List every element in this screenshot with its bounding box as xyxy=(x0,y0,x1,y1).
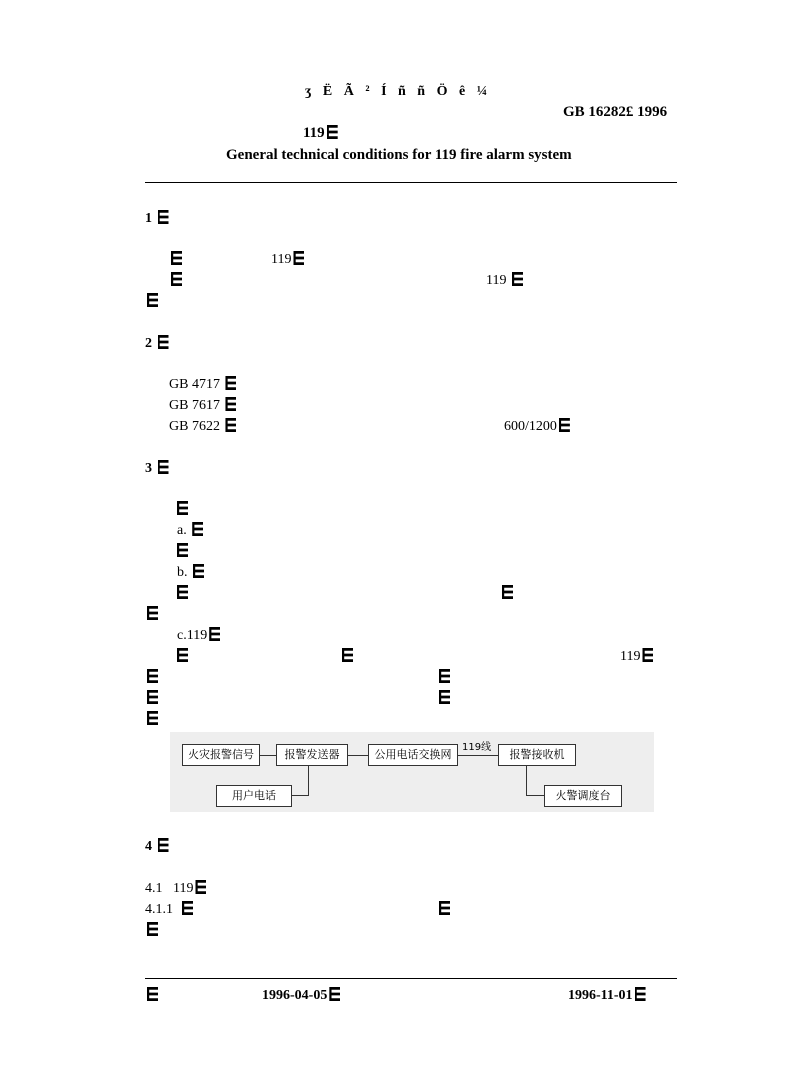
garbled-glyph-icon xyxy=(635,987,646,1001)
english-title: General technical conditions for 119 fire alarm system xyxy=(226,147,572,163)
garbled-glyph-icon xyxy=(439,690,450,704)
garbled-glyph-icon xyxy=(147,606,158,620)
alarm-transmitter-box: 报警发送器 xyxy=(276,744,348,766)
garbled-glyph-icon xyxy=(147,987,158,1001)
garbled-glyph-icon xyxy=(147,669,158,683)
item-c-text-2 xyxy=(340,648,353,665)
title-prefix: 119 xyxy=(303,125,325,141)
publish-date: 1996-04-05 xyxy=(262,987,340,1004)
user-phone-box: 用户电话 xyxy=(216,785,292,807)
standard-number: GB 16282£ 1996 xyxy=(563,104,668,120)
garbled-glyph-icon xyxy=(225,397,236,411)
section-1-line1 xyxy=(169,251,182,268)
section-4-1-1-text-2 xyxy=(145,922,158,939)
alarm-receiver-box: 报警接收机 xyxy=(498,744,576,766)
section-3-heading: 3 xyxy=(145,460,169,477)
section-1-line1-ref: 119 xyxy=(271,251,304,268)
implement-date: 1996-11-01 xyxy=(568,987,646,1004)
item-c-text-5 xyxy=(145,690,158,707)
garbled-header-title: ʒ Ë Ã ² Í ñ ñ Ö ê ¼ xyxy=(305,84,492,99)
section-1-line2 xyxy=(169,272,182,289)
garbled-glyph-icon xyxy=(225,418,236,432)
fire-alarm-signal-box: 火灾报警信号 xyxy=(182,744,260,766)
public-exchange-box: 公用电话交换网 xyxy=(368,744,458,766)
garbled-glyph-icon xyxy=(158,838,169,852)
item-a-text xyxy=(175,543,188,560)
garbled-glyph-icon xyxy=(147,711,158,725)
reference-gb7622: GB 7622 xyxy=(169,418,236,435)
item-c-text-7 xyxy=(145,711,158,728)
section-4-heading: 4 xyxy=(145,838,169,855)
reference-gb7622-rate: 600/1200 xyxy=(504,418,570,435)
garbled-glyph-icon xyxy=(182,901,193,915)
connector-line xyxy=(348,755,368,756)
item-c-text-119: 119 xyxy=(620,648,653,665)
garbled-glyph-icon xyxy=(177,543,188,557)
garbled-glyph-icon xyxy=(642,648,653,662)
section-4-1-1: 4.1.1 xyxy=(145,901,193,918)
connector-line xyxy=(260,755,276,756)
section-1-line2-ref: 119 xyxy=(486,272,523,289)
item-b-text-3 xyxy=(145,606,158,623)
garbled-glyph-icon xyxy=(171,251,182,265)
garbled-glyph-icon xyxy=(171,272,182,286)
garbled-glyph-icon xyxy=(225,376,236,390)
item-c: c.119 xyxy=(177,627,220,644)
garbled-glyph-icon xyxy=(158,460,169,474)
garbled-glyph-icon xyxy=(177,501,188,515)
garbled-glyph-icon xyxy=(158,210,169,224)
item-a: a. xyxy=(177,522,203,539)
connector-line xyxy=(526,766,527,796)
chinese-title xyxy=(303,125,338,142)
footer-rule xyxy=(145,978,677,979)
garbled-glyph-icon xyxy=(158,335,169,349)
section-1-heading: 1 xyxy=(145,210,169,227)
section-4-1: 4.1 119 xyxy=(145,880,206,897)
connector-line xyxy=(308,766,309,796)
garbled-glyph-icon xyxy=(502,585,513,599)
fire-dispatch-box: 火警调度台 xyxy=(544,785,622,807)
reference-gb7617: GB 7617 xyxy=(169,397,236,414)
section-1-line3 xyxy=(145,293,158,310)
garbled-glyph-icon xyxy=(147,690,158,704)
section-4-1-1-text xyxy=(437,901,450,918)
connector-line xyxy=(458,755,498,756)
item-c-text-6 xyxy=(437,690,450,707)
section-3-intro xyxy=(175,501,188,518)
item-c-text xyxy=(175,648,188,665)
system-diagram xyxy=(170,732,654,812)
item-b-text-2 xyxy=(500,585,513,602)
section-2-heading: 2 xyxy=(145,335,169,352)
garbled-glyph-icon xyxy=(293,251,304,265)
garbled-glyph-icon xyxy=(147,293,158,307)
garbled-glyph-icon xyxy=(559,418,570,432)
garbled-glyph-icon xyxy=(439,901,450,915)
garbled-glyph-icon xyxy=(193,564,204,578)
item-c-text-4 xyxy=(437,669,450,686)
garbled-glyph-icon xyxy=(439,669,450,683)
footer-label xyxy=(145,987,158,1004)
garbled-glyph-icon xyxy=(209,627,220,641)
garbled-glyph-icon xyxy=(329,987,340,1001)
connector-line xyxy=(292,795,309,796)
garbled-glyph-icon xyxy=(192,522,203,536)
garbled-glyph-icon xyxy=(177,648,188,662)
item-c-text-3 xyxy=(145,669,158,686)
line-119-label: 119线 xyxy=(462,742,492,753)
garbled-glyph-icon xyxy=(342,648,353,662)
item-b: b. xyxy=(177,564,204,581)
connector-line xyxy=(526,795,544,796)
item-b-text xyxy=(175,585,188,602)
garbled-glyph-icon xyxy=(147,922,158,936)
garbled-glyph-icon xyxy=(327,125,338,139)
garbled-glyph-icon xyxy=(512,272,523,286)
garbled-glyph-icon xyxy=(195,880,206,894)
reference-gb4717: GB 4717 xyxy=(169,376,236,393)
garbled-glyph-icon xyxy=(177,585,188,599)
header-rule xyxy=(145,182,677,183)
